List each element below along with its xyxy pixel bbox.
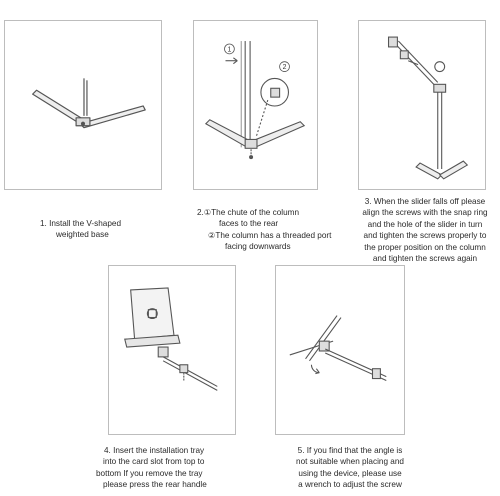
caption-line: not suitable when placing and (296, 457, 404, 467)
caption-line: faces to the rear (219, 219, 279, 229)
caption-line: facing downwards (225, 242, 291, 252)
step-2-illustration (193, 20, 318, 190)
step-1-illustration (4, 20, 162, 190)
step-5-illustration (275, 265, 405, 435)
step-4-caption (96, 445, 246, 491)
stand-slider-drawing (359, 21, 485, 189)
caption-line: 3. When the slider falls off please (364, 197, 486, 206)
caption-line: please press the rear handle (103, 480, 207, 490)
caption-line: the proper position on the column (364, 242, 486, 252)
step-2-caption (197, 207, 337, 253)
caption-line: weighted base (56, 230, 109, 240)
caption-line: using the device, please use (298, 468, 402, 478)
caption-line: and tighten the screws properly to (363, 231, 487, 241)
caption-line: ②The column has a threaded port (208, 230, 332, 240)
caption-line: 1. Install the V-shaped (40, 219, 122, 228)
caption-line: and tighten the screws again (372, 254, 478, 264)
step-5-caption (270, 445, 430, 491)
caption-line: 5. If you find that the angle is (297, 446, 403, 455)
caption-line: 2.①The chute of the column (197, 208, 300, 217)
caption-line: 4. Insert the installation tray (104, 446, 205, 455)
caption-line: bottom If you remove the tray (96, 468, 203, 478)
circle-1-label: 1 (227, 46, 232, 54)
step-1-caption (40, 218, 150, 241)
step-3-caption (350, 196, 500, 264)
column-drawing (194, 21, 317, 189)
step-4-illustration (108, 265, 236, 435)
caption-line: align the screws with the snap ring (362, 208, 488, 218)
step-3-illustration (358, 20, 486, 190)
wrench-adjust-drawing (276, 266, 404, 434)
circle-2-label: 2 (282, 64, 287, 72)
caption-line: a wrench to adjust the screw (298, 480, 402, 490)
tray-drawing (109, 266, 235, 434)
caption-line: and the hole of the slider in turn (367, 219, 483, 229)
v-base-drawing (5, 21, 161, 189)
caption-line: into the card slot from top to (103, 457, 205, 467)
